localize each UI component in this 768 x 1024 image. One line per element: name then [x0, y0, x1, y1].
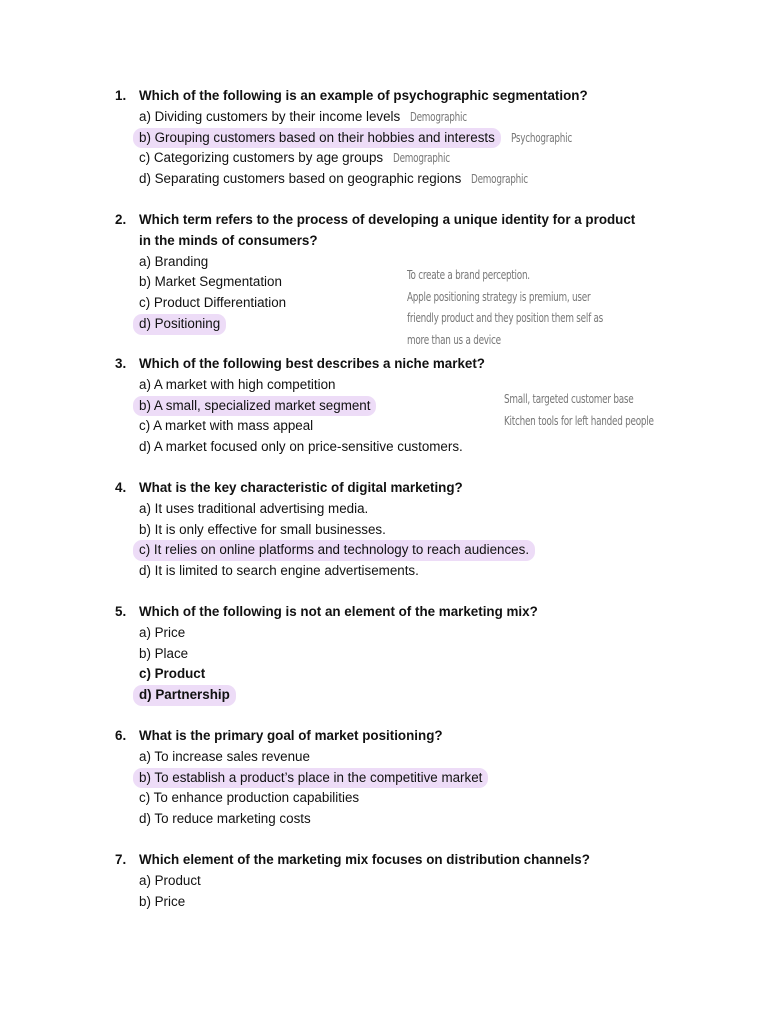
option-d: [139, 685, 655, 706]
option-text: a) Dividing customers by their income levels: [139, 108, 401, 124]
options-list: [139, 747, 655, 830]
option-a: [139, 623, 655, 644]
option-c: [139, 788, 655, 809]
option-d: [139, 809, 655, 830]
option-text: a) A market with high competition: [139, 376, 336, 392]
option-text: b) Place: [139, 645, 189, 661]
question-text: Which term refers to the process of developing a unique identity for a product in the minds of consumers?: [139, 212, 636, 248]
option-text: b) Market Segmentation: [139, 274, 282, 290]
handwritten-note: Demographic: [393, 151, 450, 166]
option-text-highlighted: c) It relies on online platforms and technology to reach audiences.: [133, 540, 535, 561]
option-text-highlighted: b) To establish a product’s place in the competitive market: [133, 768, 488, 789]
question-7: [115, 850, 655, 912]
question-number: 4.: [115, 480, 127, 495]
question-6: [115, 726, 655, 830]
options-list: [139, 499, 655, 582]
handwritten-note: Kitchen tools for left handed people: [504, 413, 654, 428]
option-c: [139, 664, 655, 685]
option-text-highlighted: d) Positioning: [133, 314, 226, 335]
option-text: a) Price: [139, 624, 186, 640]
handwritten-note: Demographic: [471, 172, 529, 187]
option-text: d) A market focused only on price-sensitive customers.: [139, 439, 463, 455]
options-list: [139, 871, 655, 913]
handwritten-note: To create a brand perception.: [407, 268, 530, 282]
question-text: What is the primary goal of market positioning?: [139, 728, 443, 743]
option-text: c) Categorizing customers by age groups: [139, 150, 384, 166]
handwritten-note: Demographic: [410, 109, 468, 124]
option-text: c) A market with mass appeal: [139, 418, 314, 434]
handwritten-note: more than us a device: [407, 332, 501, 347]
question-text: Which of the following best describes a niche market?: [139, 356, 485, 371]
option-a: [139, 747, 655, 768]
question-number: 7.: [115, 852, 127, 867]
option-d: [139, 437, 655, 458]
question-text: Which element of the marketing mix focuses on distribution channels?: [139, 852, 590, 867]
option-text: a) It uses traditional advertising media.: [139, 500, 369, 516]
question-number: 1.: [115, 88, 127, 103]
option-text-highlighted: d) Partnership: [133, 685, 236, 706]
handwritten-note: Psychographic: [510, 130, 572, 145]
question-number: 2.: [115, 212, 127, 227]
option-text: b) Price: [139, 893, 186, 909]
handwritten-notes-q3: [504, 388, 687, 431]
question-number: 5.: [115, 604, 127, 619]
option-text: b) It is only effective for small businesses.: [139, 521, 386, 537]
option-text: c) To enhance production capabilities: [139, 790, 360, 806]
option-a: [139, 871, 655, 892]
question-text: Which of the following is not an element of the marketing mix?: [139, 604, 538, 619]
question-text: Which of the following is an example of psychographic segmentation?: [139, 88, 588, 103]
option-b: [139, 520, 655, 541]
option-text: a) Product: [139, 872, 201, 888]
option-a: [139, 107, 655, 128]
option-text: a) To increase sales revenue: [139, 748, 310, 764]
option-text: c) Product Differentiation: [139, 295, 287, 311]
option-b: [139, 128, 655, 149]
options-list: [139, 107, 655, 190]
handwritten-note: Apple positioning strategy is premium, user: [407, 289, 591, 304]
question-text: What is the key characteristic of digital marketing?: [139, 480, 463, 495]
options-list: [139, 623, 655, 706]
option-text-highlighted: b) Grouping customers based on their hobbies and interests: [133, 128, 501, 149]
question-1: [115, 86, 655, 190]
option-text-highlighted: b) A small, specialized market segment: [133, 396, 376, 417]
question-number: 3.: [115, 356, 127, 371]
handwritten-notes-q2: [407, 264, 646, 350]
handwritten-note: friendly product and they position them self as: [407, 311, 604, 325]
option-text-bold: c) Product: [139, 666, 206, 682]
handwritten-note: Small, targeted customer base: [504, 392, 634, 406]
option-a: [139, 499, 655, 520]
option-c: [139, 148, 655, 169]
option-d: [139, 561, 655, 582]
option-b: [139, 644, 655, 665]
option-text: d) Separating customers based on geographic regions: [139, 171, 462, 187]
question-number: 6.: [115, 728, 127, 743]
option-c: [139, 540, 655, 561]
option-b: [139, 892, 655, 913]
question-5: [115, 602, 655, 706]
option-text: a) Branding: [139, 253, 209, 269]
option-text: d) To reduce marketing costs: [139, 811, 311, 827]
question-4: [115, 478, 655, 582]
option-d: [139, 169, 655, 190]
option-text: d) It is limited to search engine advertisements.: [139, 563, 419, 579]
option-b: [139, 768, 655, 789]
